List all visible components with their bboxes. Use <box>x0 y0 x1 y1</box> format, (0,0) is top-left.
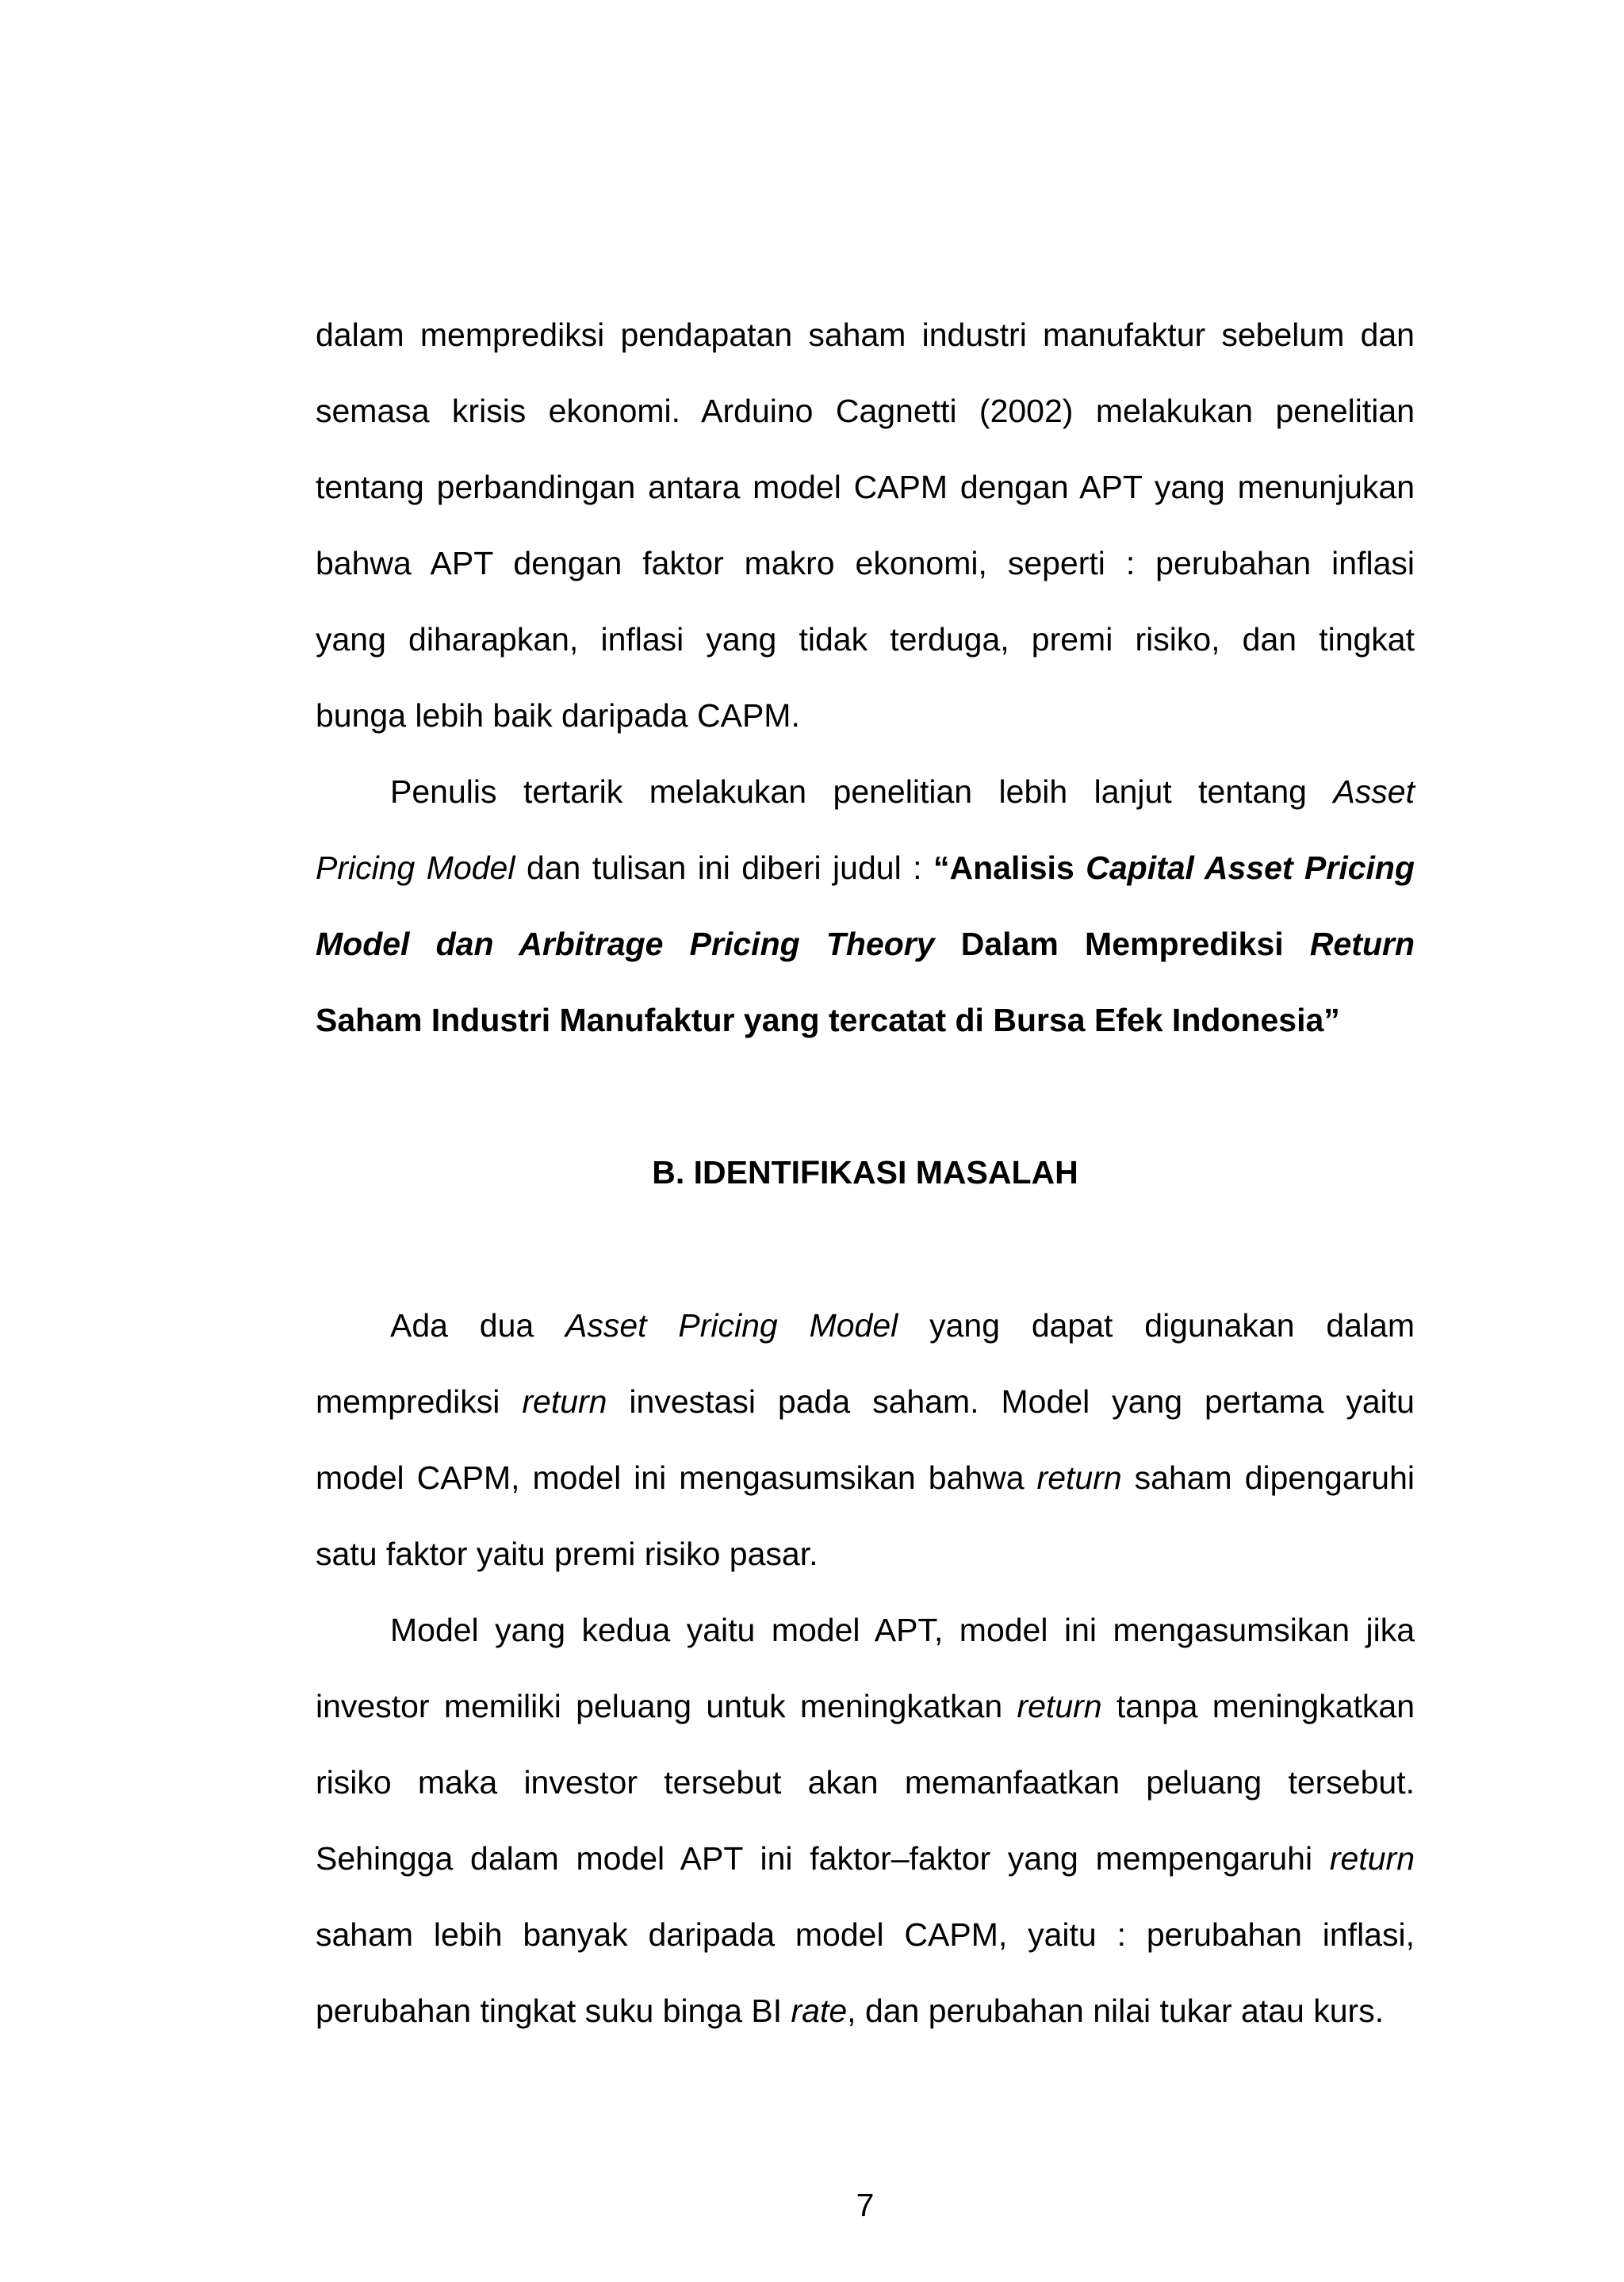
text-line <box>316 830 1415 906</box>
text-line: dalam memprediksi pendapatan saham industri manufaktur sebelum dan <box>316 316 1415 353</box>
italic-term: return <box>1017 1688 1102 1724</box>
text-line <box>316 1363 1415 1440</box>
text-line: yang diharapkan, inflasi yang tidak terduga, premi risiko, dan tingkat <box>316 621 1415 658</box>
text-run: investor memiliki peluang untuk meningkatkan <box>316 1688 1017 1724</box>
section-heading: B. IDENTIFIKASI MASALAH <box>652 1154 1078 1191</box>
text-run: model CAPM, model ini mengasumsikan bahwa <box>316 1459 1037 1496</box>
text-line <box>316 1820 1415 1897</box>
italic-term: return <box>522 1383 607 1420</box>
text-line: semasa krisis ekonomi. Arduino Cagnetti (2002) melakukan penelitian <box>316 393 1415 429</box>
text-run: investasi pada saham. Model yang pertama yaitu <box>607 1383 1415 1420</box>
paragraph-2 <box>316 754 1415 1058</box>
document-page <box>316 0 1415 2282</box>
bold-title: “Analisis <box>933 850 1086 886</box>
text-line: risiko maka investor tersebut akan memanfaatkan peluang tersebut. <box>316 1764 1415 1801</box>
italic-term: return <box>1329 1840 1415 1877</box>
bold-italic-title: Return <box>1309 926 1415 962</box>
text-line: bunga lebih baik daripada CAPM. <box>316 697 800 734</box>
text-line: tentang perbandingan antara model CAPM dengan APT yang menunjukan <box>316 469 1415 505</box>
page-number: 7 <box>856 2187 875 2223</box>
text-run: , dan perubahan nilai tukar atau kurs. <box>847 1992 1385 2029</box>
text-run: saham dipengaruhi <box>1121 1459 1415 1496</box>
text-run: perubahan tingkat suku binga BI <box>316 1992 791 2029</box>
text-run: Ada dua <box>390 1307 566 1344</box>
bold-italic-title: Capital Asset Pricing <box>1086 850 1415 886</box>
text-run: memprediksi <box>316 1383 523 1420</box>
text-line <box>316 1287 1415 1363</box>
text-run: yang dapat digunakan dalam <box>898 1307 1415 1344</box>
text-line <box>316 1440 1415 1516</box>
paragraph-1 <box>316 297 1415 754</box>
italic-term: Asset Pricing Model <box>565 1307 898 1344</box>
text-line: satu faktor yaitu premi risiko pasar. <box>316 1536 818 1572</box>
paragraph-4 <box>316 1592 1415 2049</box>
italic-term: rate <box>791 1992 848 2029</box>
text-line <box>316 1973 1415 2049</box>
text-line: saham lebih banyak daripada model CAPM, yaitu : perubahan inflasi, <box>316 1916 1415 1953</box>
text-line <box>316 1668 1415 1744</box>
text-line <box>316 906 1415 982</box>
text-run: tanpa meningkatkan <box>1101 1688 1415 1724</box>
text-line <box>316 754 1415 830</box>
italic-term: Asset <box>1333 773 1415 810</box>
text-line: Saham Industri Manufaktur yang tercatat di Bursa Efek Indonesia” <box>316 1002 1340 1038</box>
text-run: Penulis tertarik melakukan penelitian lebih lanjut tentang <box>390 773 1334 810</box>
bold-title: Dalam Memprediksi <box>934 926 1310 962</box>
italic-term: return <box>1036 1459 1122 1496</box>
italic-term: Pricing Model <box>316 850 515 886</box>
text-run: Sehingga dalam model APT ini faktor–faktor yang mempengaruhi <box>316 1840 1330 1877</box>
bold-italic-title: Model dan Arbitrage Pricing Theory <box>316 926 935 962</box>
text-line: bahwa APT dengan faktor makro ekonomi, seperti : perubahan inflasi <box>316 545 1415 581</box>
paragraph-3 <box>316 1287 1415 1592</box>
text-run: dan tulisan ini diberi judul : <box>515 850 934 886</box>
text-line: Model yang kedua yaitu model APT, model ini mengasumsikan jika <box>390 1612 1415 1648</box>
